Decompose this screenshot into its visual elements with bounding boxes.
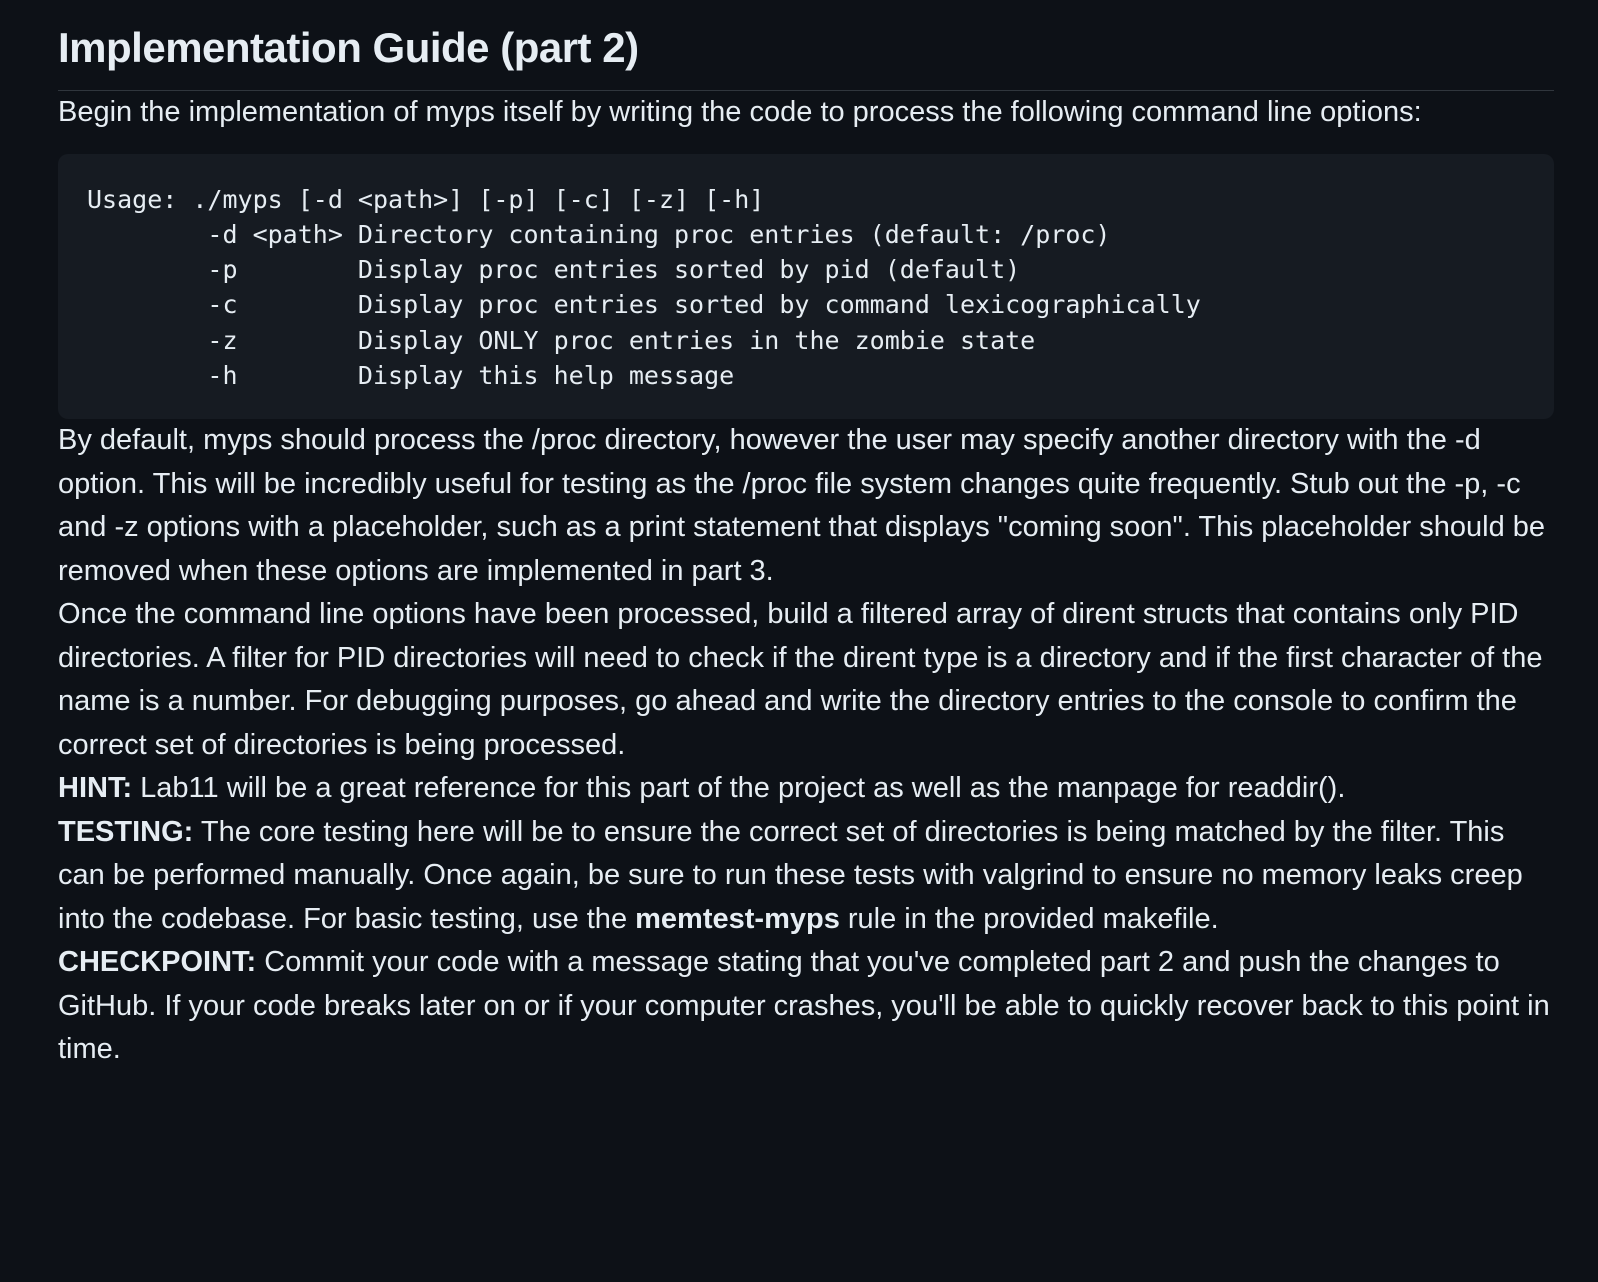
page-title: Implementation Guide (part 2) bbox=[58, 20, 1554, 91]
code-block bbox=[58, 154, 1554, 420]
intro-paragraph: Begin the implementation of myps itself by writing the code to process the following command line options: bbox=[58, 96, 1422, 128]
code-line-z-option: -z Display ONLY proc entries in the zombie state bbox=[87, 325, 1036, 355]
default-directory-paragraph: By default, myps should process the /proc directory, however the user may specify another directory with the -d option. This will be incredibly useful for testing as the /proc file system changes quite frequently. Stub out the -p, -c and -z options with a placeholder, such as a print statement that displays "coming soon". This placeholder should be removed when these options are implemented in part 3. bbox=[58, 424, 1546, 587]
filter-paragraph: Once the command line options have been processed, build a filtered array of dirent structs that contains only PID directories. A filter for PID directories will need to check if the dirent type is a directory and if the first character of the name is a number. For debugging purposes, go ahead and write the directory entries to the console to confirm the correct set of directories is being processed. bbox=[58, 598, 1543, 761]
code-line-usage: Usage: ./myps [-d <path>] [-p] [-c] [-z] [-h] bbox=[87, 184, 765, 214]
code-line-c-option: -c Display proc entries sorted by command lexicographically bbox=[87, 290, 1201, 320]
code-line-h-option: -h Display this help message bbox=[87, 360, 735, 390]
checkpoint-text: Commit your code with a message stating that you've completed part 2 and push the changes to GitHub. If your code breaks later on or if your computer crashes, you'll be able to quickly recover back to this point in time. bbox=[58, 946, 1550, 1066]
hint-label: HINT: bbox=[58, 772, 133, 805]
testing-text-end: rule in the provided makefile. bbox=[839, 902, 1219, 935]
checkpoint-paragraph bbox=[58, 941, 1554, 1072]
hint-paragraph bbox=[58, 767, 1554, 811]
testing-paragraph bbox=[58, 811, 1554, 942]
hint-text: Lab11 will be a great reference for this part of the project as well as the manpage for readdir(). bbox=[132, 772, 1346, 805]
checkpoint-label: CHECKPOINT: bbox=[58, 946, 257, 979]
code-line-p-option: -p Display proc entries sorted by pid (default) bbox=[87, 255, 1021, 285]
makefile-rule: memtest-myps bbox=[635, 902, 840, 935]
testing-text: The core testing here will be to ensure the correct set of directories is being matched by the filter. This can be performed manually. Once again, be sure to run these tests with valgrind to ensure no memory leaks creep into the codebase. For basic testing, use the bbox=[58, 815, 1523, 935]
testing-label: TESTING: bbox=[58, 815, 194, 848]
usage-code bbox=[87, 182, 1525, 394]
article-body bbox=[58, 20, 1554, 1072]
code-line-d-option: -d <path> Directory containing proc entries (default: /proc) bbox=[87, 219, 1111, 249]
